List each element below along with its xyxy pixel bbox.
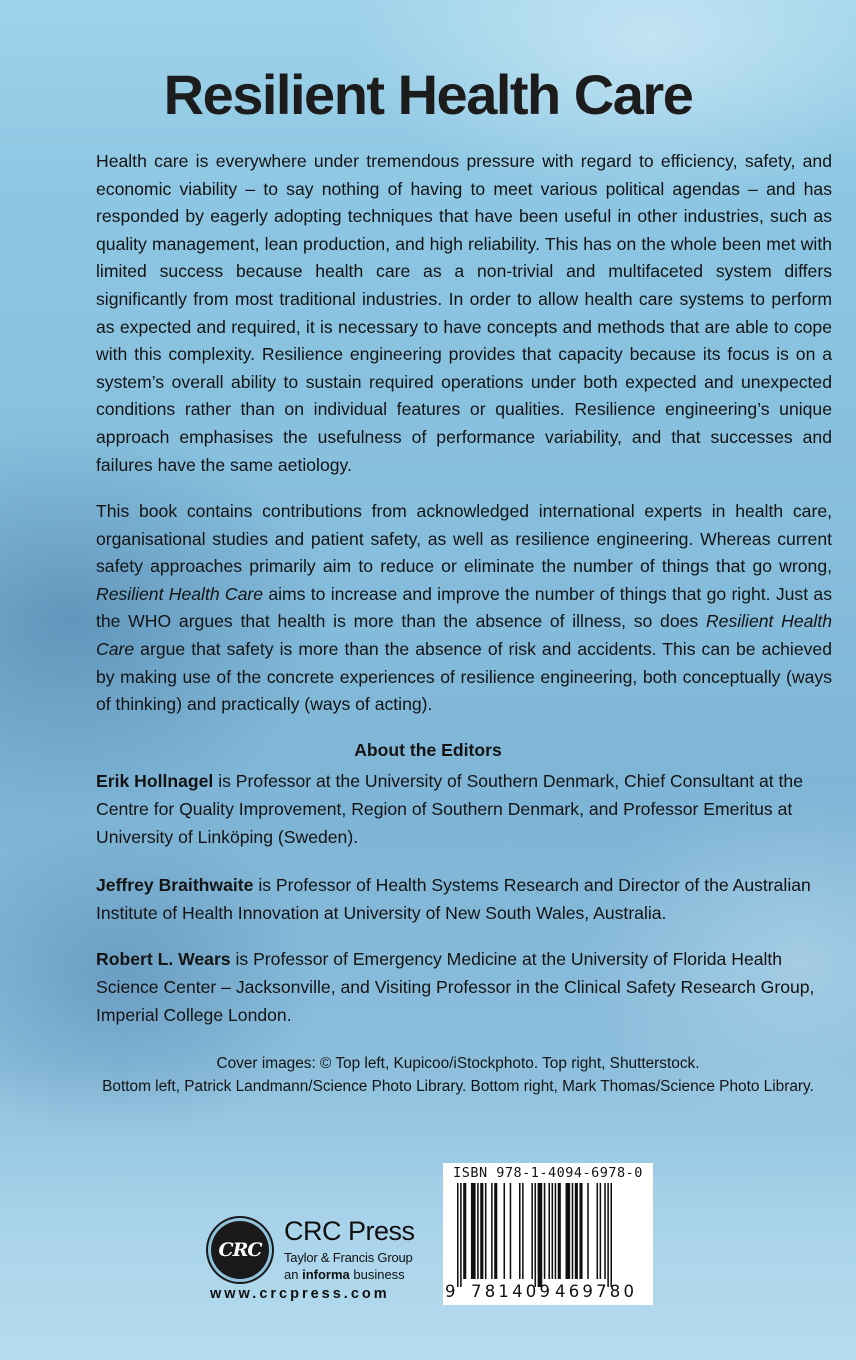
barcode-bar xyxy=(460,1183,462,1287)
barcode-bar xyxy=(463,1183,466,1279)
informa-brand: informa xyxy=(302,1267,350,1282)
barcode-bar xyxy=(471,1183,476,1279)
editor-name: Robert L. Wears xyxy=(96,949,231,969)
book-title: Resilient Health Care xyxy=(163,63,693,126)
barcode-bar xyxy=(604,1183,606,1279)
barcode-bar xyxy=(494,1183,497,1279)
barcode-bar xyxy=(610,1183,612,1287)
barcode-bar xyxy=(510,1183,512,1279)
barcode-bar xyxy=(579,1183,582,1279)
paragraph-2-text-2: aims to increase and improve the number of things that go right. Just as the WHO argues that health is more than the absence of illness, so does xyxy=(96,583,832,632)
barcode-bar xyxy=(566,1183,571,1279)
barcode-bar xyxy=(531,1183,533,1279)
barcode-bar xyxy=(522,1183,524,1279)
cover-image-credits xyxy=(60,1052,856,1098)
barcode-bar xyxy=(477,1183,479,1279)
paragraph-2-book-title-2: Resilient Health Care xyxy=(96,611,833,659)
publisher-business-line xyxy=(284,1267,405,1282)
description-paragraph-2 xyxy=(96,498,832,719)
isbn-barcode xyxy=(443,1163,653,1305)
barcode-digits-right: 469780 xyxy=(555,1282,638,1301)
editor-bio-braithwaite xyxy=(96,871,834,927)
barcode-bar xyxy=(607,1183,609,1287)
barcode-bar xyxy=(548,1183,550,1279)
publisher-group: Taylor & Francis Group xyxy=(284,1250,413,1265)
editor-name: Erik Hollnagel xyxy=(96,771,214,791)
publisher-url: www.crcpress.com xyxy=(210,1286,390,1302)
barcode-bar xyxy=(587,1183,589,1279)
editor-description: is Professor at the University of Southern Denmark, Chief Consultant at the Centre for Quality Improvement, Region of Southern Denmark, and Professor Emeritus at University of Linköping (Sweden). xyxy=(96,771,803,847)
barcode-bar xyxy=(457,1183,459,1287)
crc-logo-icon: CRC xyxy=(208,1218,272,1282)
editor-bio-hollnagel xyxy=(96,767,834,851)
editor-description: is Professor of Emergency Medicine at the University of Florida Health Science Center – Jacksonville, and Visiting Professor in the Clinical Safety Research Group, Imperial College London. xyxy=(96,949,815,1025)
description-paragraph-1: Health care is everywhere under tremendous pressure with regard to efficiency, safety, and economic viability – to say nothing of having to meet various political agendas – and has responded by eagerly adopting techniques that have been useful in other industries, such as quality management, lean production, and high reliability. This has on the whole been met with limited success because health care as a non-trivial and multifaceted system differs significantly from most traditional industries. In order to allow health care systems to perform as expected and required, it is necessary to have concepts and methods that are able to cope with this complexity. Resilience engineering provides that capacity because its focus is on a system’s overall ability to sustain required operations under both expected and unexpected conditions rather than on individual features or qualities. Resilience engineering’s unique approach emphasises the usefulness of performance variability, and that successes and failures have the same aetiology. xyxy=(96,151,832,475)
editor-description: is Professor of Health Systems Research and Director of the Australian Institute of Health Innovation at University of New South Wales, Australia. xyxy=(96,875,811,923)
paragraph-2-text-1: This book contains contributions from acknowledged international experts in health care, organisational studies and patient safety, as well as resilience engineering. Whereas current safety approaches primarily aim to reduce or eliminate the number of things that go wrong, xyxy=(96,501,832,577)
isbn-label: ISBN 978-1-4094-6978-0 xyxy=(453,1165,643,1181)
credits-line-1: Cover images: © Top left, Kupicoo/iStockphoto. Top right, Shutterstock. xyxy=(216,1055,700,1072)
barcode-bar xyxy=(558,1183,561,1279)
barcode-bar xyxy=(485,1183,487,1279)
barcode-bar xyxy=(600,1183,602,1279)
barcode-bar xyxy=(519,1183,521,1279)
barcode-bar xyxy=(504,1183,506,1279)
editor-bio-wears xyxy=(96,945,834,1029)
barcode-digit-first: 9 xyxy=(445,1282,456,1301)
business-suffix: business xyxy=(349,1267,405,1282)
barcode-bar xyxy=(555,1183,557,1279)
business-prefix: an xyxy=(284,1267,303,1282)
editor-name: Jeffrey Braithwaite xyxy=(96,875,254,895)
barcode-bar xyxy=(597,1183,599,1279)
credits-line-2: Bottom left, Patrick Landmann/Science Photo Library. Bottom right, Mark Thomas/Science Photo Library. xyxy=(102,1078,814,1095)
barcode-bar xyxy=(544,1183,546,1279)
barcode-bar xyxy=(535,1183,537,1287)
barcode-bar xyxy=(491,1183,493,1279)
barcode-digits-left: 781409 xyxy=(471,1282,554,1301)
paragraph-2-text-3: argue that safety is more than the absence of risk and accidents. This can be achieved by making use of the concrete experiences of resilience engineering, both conceptually (ways of thinking) and practically (ways of acting). xyxy=(96,638,832,715)
barcode-bar xyxy=(572,1183,574,1279)
barcode-bar xyxy=(552,1183,554,1279)
barcode-bars xyxy=(455,1183,641,1287)
barcode-bar xyxy=(480,1183,483,1279)
barcode-bar xyxy=(538,1183,543,1287)
barcode-bar xyxy=(575,1183,578,1279)
about-editors-heading: About the Editors xyxy=(354,740,502,760)
publisher-name: CRC Press xyxy=(284,1216,415,1246)
paragraph-2-book-title-1: Resilient Health Care xyxy=(96,583,264,604)
